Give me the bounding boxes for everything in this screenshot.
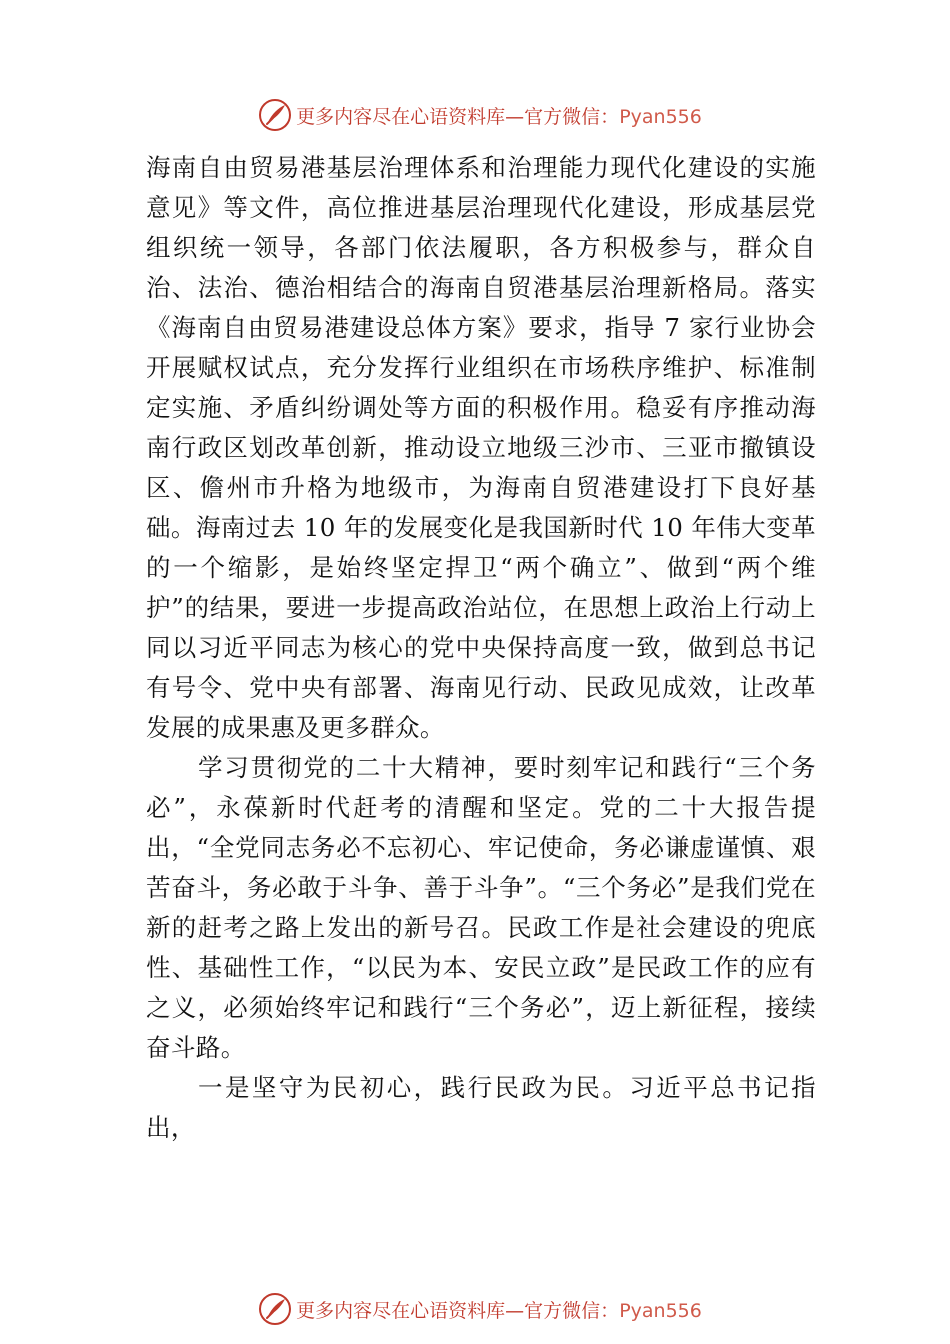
header-banner-official: 官方微信： [524, 105, 620, 128]
paragraph-2: 学习贯彻党的二十大精神，要时刻牢记和践行“三个务必”，永葆新时代赶考的清醒和坚定。党的二十大报告提出，“全党同志务必不忘初心、牢记使命，务必谦虚谨慎、艰苦奋斗，务必敢于斗争、善于斗争”。“三个务必”是我们党在新的赶考之路上发出的新号召。民政工作是社会建设的兜底性、基础性工作，“以民为本、安民立政”是民政工作的应有之义，必须始终牢记和践行“三个务必”，迈上新征程，接续奋斗路。 [146, 753, 816, 1062]
header-banner-title: 更多内容尽在心语资料库 [296, 105, 506, 128]
footer-banner-wechat-id: Pyan556 [619, 1299, 702, 1322]
footer-banner-separator: — [505, 1299, 525, 1322]
document-body [146, 148, 816, 1148]
quill-logo-icon [258, 1292, 292, 1326]
quill-logo-icon [258, 98, 292, 132]
footer-banner-official: 官方微信： [524, 1299, 620, 1322]
footer-banner [0, 1289, 950, 1329]
header-banner-text [296, 102, 702, 129]
paragraph-1: 海南自由贸易港基层治理体系和治理能力现代化建设的实施意见》等文件，高位推进基层治理现代化建设，形成基层党组织统一领导，各部门依法履职，各方积极参与，群众自治、法治、德治相结合的海南自贸港基层治理新格局。落实《海南自由贸易港建设总体方案》要求，指导 7 家行业协会开展赋权试点，充分发挥行业组织在市场秩序维护、标准制定实施、矛盾纠纷调处等方面的积极作用。稳妥有序推动海南行政区划改革创新，推动设立地级三沙市、三亚市撤镇设区、儋州市升格为地级市，为海南自贸港建设打下良好基础。海南过去 10 年的发展变化是我国新时代 10 年伟大变革的一个缩影，是始终坚定捍卫“两个确立”、做到“两个维护”的结果，要进一步提高政治站位，在思想上政治上行动上同以习近平同志为核心的党中央保持高度一致，做到总书记有号令、党中央有部署、海南见行动、民政见成效，让改革发展的成果惠及更多群众。 [146, 153, 816, 742]
header-banner [0, 95, 950, 135]
header-banner-inner [258, 98, 702, 132]
header-banner-separator: — [505, 105, 525, 128]
paragraph-3: 一是坚守为民初心，践行民政为民。习近平总书记指出， [146, 1073, 816, 1142]
footer-banner-inner [258, 1292, 702, 1326]
footer-banner-title: 更多内容尽在心语资料库 [296, 1299, 506, 1322]
footer-banner-text [296, 1296, 702, 1323]
header-banner-wechat-id: Pyan556 [619, 105, 702, 128]
